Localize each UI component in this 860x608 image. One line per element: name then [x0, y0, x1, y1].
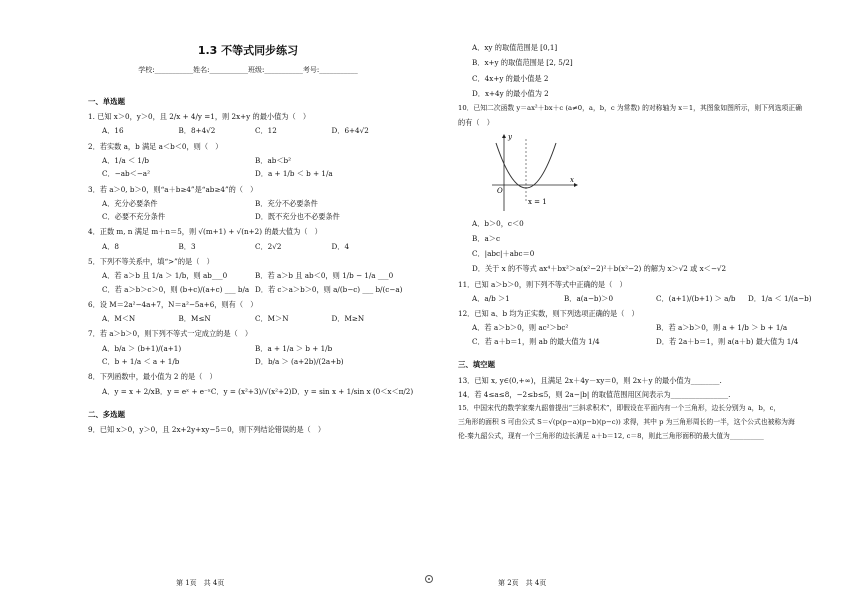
option-c: C．(a+1)/(b+1) ＞ a/b [656, 293, 736, 303]
question-10-options [472, 220, 840, 274]
option-c: C．|abc|＋abc＝0 [472, 249, 535, 259]
option-d: D．关于 x 的不等式 ax⁴＋bx²＞a(x²−2)²＋b(x²−2) 的解为 x＞√2 或 x＜−√2 [472, 264, 727, 274]
section-multiple-choice: 二、多选题 [88, 409, 125, 419]
option-c: C．必要不充分条件 [102, 212, 166, 222]
option-d: D．4 [331, 241, 350, 251]
option-a: A．y = x + 2/x [102, 386, 155, 396]
option-b: B．若 a＞b＞0，则 a + 1/b ＞ b + 1/a [656, 323, 788, 333]
question-11-options [472, 295, 840, 303]
question-5: 5．下列不等关系中，填“>”的是（ ） [88, 257, 214, 267]
symmetry-axis-label: x = 1 [528, 198, 547, 207]
option-b: B．a + 1/a ＞ b + 1/b [255, 343, 333, 353]
page-number-left: 第 1页 共 4页 [176, 579, 225, 587]
section-fill-blank: 三、填空题 [458, 360, 495, 370]
option-b: B．M≤N [178, 314, 211, 324]
option-a: A．8 [102, 241, 119, 251]
option-a: A．若 a＞b 且 1/a ＞ 1/b，则 ab___0 [102, 271, 228, 281]
question-10: 10．已知二次函数 y＝ax²＋bx＋c (a≠0，a，b，c 为常数) 的对称轴为 x＝1，其图象如图所示，则下列选项正确 [458, 104, 802, 113]
x-axis-arrow-icon [574, 183, 578, 187]
option-b: B．3 [178, 241, 196, 251]
question-5-options [102, 272, 408, 294]
option-a: A．b/a ＞ (b+1)/(a+1) [102, 343, 182, 353]
option-c: C．−ab＜−a² [102, 169, 150, 179]
parabola-graph [490, 133, 840, 215]
option-d: D．1/a ＜ 1/(a−b) [748, 293, 812, 303]
question-14: 14．若 4≤a≤8，−2≤b≤5，则 2a−|b| 的取值范围用区间表示为________________. [458, 389, 731, 399]
question-1-options [102, 127, 408, 135]
page-number-right: 第 2页 共 4页 [498, 579, 547, 587]
question-11: 11．已知 a＞b＞0，则下列不等式中正确的是（ ） [458, 279, 627, 289]
option-b: B．a(a−b)＞0 [564, 293, 614, 303]
question-12: 12．已知 a、b 均为正实数，则下列选项正确的是（ ） [458, 309, 639, 319]
question-2: 2．若实数 a，b 满足 a＜b＜0，则（ ） [88, 141, 223, 151]
x-axis-label: x [570, 176, 574, 185]
question-8: 8．下列函数中，最小值为 2 的是（ ） [88, 372, 217, 382]
section-single-choice: 一、单选题 [88, 96, 125, 106]
question-3: 3．若 a＞0, b＞0，则“a＋b≥4”是“ab≥4”的（ ） [88, 184, 258, 194]
question-8-options [102, 386, 414, 396]
option-d: D．既不充分也不必要条件 [255, 212, 340, 222]
option-a: A．16 [102, 126, 124, 136]
option-b: B．y = eˣ + e⁻ˣ [154, 386, 211, 396]
option-c: C．b + 1/a ＜ a + 1/b [102, 356, 180, 366]
question-7-options [102, 345, 408, 367]
question-13: 13．已知 x, y∈(0,+∞)，且满足 2x＋4y－xy＝0，则 2x＋y 的最小值为________. [458, 375, 722, 385]
y-axis-label: y [508, 133, 512, 142]
option-b: B．a＞c [472, 233, 500, 243]
option-d: D．6+4√2 [331, 126, 369, 136]
question-9: 9．已知 x＞0，y＞0，且 2x+2y+xy−5＝0，则下列结论错误的是（ ） [88, 425, 326, 435]
right-page [430, 0, 860, 608]
option-d: D．a + 1/b ＜ b + 1/a [255, 169, 333, 179]
option-d: D．M≥N [331, 314, 365, 324]
question-15: 15．中国宋代的数学家秦九韶曾提出“三斜求积术”，即假设在平面内有一个三角形，边长分别为 a，b，c， [458, 404, 781, 413]
option-a: A．M＜N [102, 314, 136, 324]
option-d: D．若 2a＋b＝1，则 a(a＋b) 最大值为 1/4 [656, 336, 799, 346]
option-a: A．若 a＞b＞0，则 ac²＞bc² [472, 323, 569, 333]
question-2-options [102, 157, 408, 179]
option-c: C．若 a＋b＝1，则 ab 的最大值为 1/4 [472, 336, 600, 346]
option-c: C．2√2 [255, 241, 282, 251]
question-1: 1. 已知 x＞0，y＞0，且 2/x + 4/y =1，则 2x+y 的最小值为（ ） [88, 112, 311, 122]
parabola-curve [496, 143, 556, 188]
parabola-figure [490, 133, 580, 213]
question-4: 4．正数 m, n 满足 m＋n＝5，则 √(m+1) + √(n+2) 的最大值为（ ） [88, 227, 322, 237]
question-6-options [102, 315, 408, 323]
question-7: 7．若 a＞b＞0，则下列不等式一定成立的是（ ） [88, 329, 253, 339]
option-a: A．1/a ＜ 1/b [102, 156, 150, 166]
option-b: B．8+4√2 [178, 126, 216, 136]
option-d: D．y = sin x + 1/sin x (0＜x＜π/2) [291, 386, 414, 396]
question-15-line-2: 三角形的面积 S 可由公式 S＝√(p(p−a)(p−b)(p−c)) 求得，其中 p 为三角形周长的一半，这个公式也被称为海 [458, 417, 795, 426]
option-b: B．充分不必要条件 [255, 198, 318, 208]
option-a: A．充分必要条件 [102, 198, 158, 208]
option-b: B．x+y 的取值范围是 [2, 5/2] [472, 58, 573, 68]
option-c: C．若 a＞b＞c＞0，则 (b+c)/(a+c) ___ b/a [102, 284, 250, 294]
option-a: A．b＞0，c＜0 [472, 218, 524, 228]
origin-label: O [497, 187, 503, 196]
page-title: 1.3 不等式同步练习 [197, 44, 299, 57]
y-axis-arrow-icon [502, 134, 506, 138]
option-c: C．4x+y 的最小值是 2 [472, 73, 549, 83]
option-d: D．若 c＞a＞b＞0，则 a/(b−c) ___ b/(c−a) [255, 284, 403, 294]
option-a: A．xy 的取值范围是 [0,1] [472, 43, 558, 52]
option-c: C．y = (x²+3)/√(x²+2) [210, 386, 292, 396]
option-b: B．若 a＞b 且 ab＜0，则 1/b − 1/a ___0 [255, 271, 394, 281]
student-info-line: 学校:___________姓名:___________班级:___________考号:___________ [138, 65, 358, 74]
option-d: D．x+4y 的最小值为 2 [472, 88, 549, 98]
binding-hole-icon [425, 575, 433, 583]
option-d: D．b/a ＞ (a+2b)/(2a+b) [255, 356, 344, 366]
option-b: B．ab＜b² [255, 156, 292, 166]
question-10-cont: 的有（ ） [458, 117, 494, 127]
question-6: 6．设 M＝2a²−4a+7，N＝a²−5a+6，则有（ ） [88, 299, 258, 309]
option-a: A．a/b ＞1 [472, 293, 510, 303]
option-c: C．12 [255, 126, 277, 136]
option-c: C．M＞N [255, 314, 289, 324]
question-4-options [102, 243, 408, 251]
question-15-line-3: 伦-秦九韶公式，现有一个三角形的边长满足 a＋b＝12, c＝8，则此三角形面积的最大值为__________ [458, 431, 764, 440]
question-3-options [102, 200, 408, 222]
question-12-options [472, 324, 840, 346]
question-9-options [472, 44, 840, 98]
